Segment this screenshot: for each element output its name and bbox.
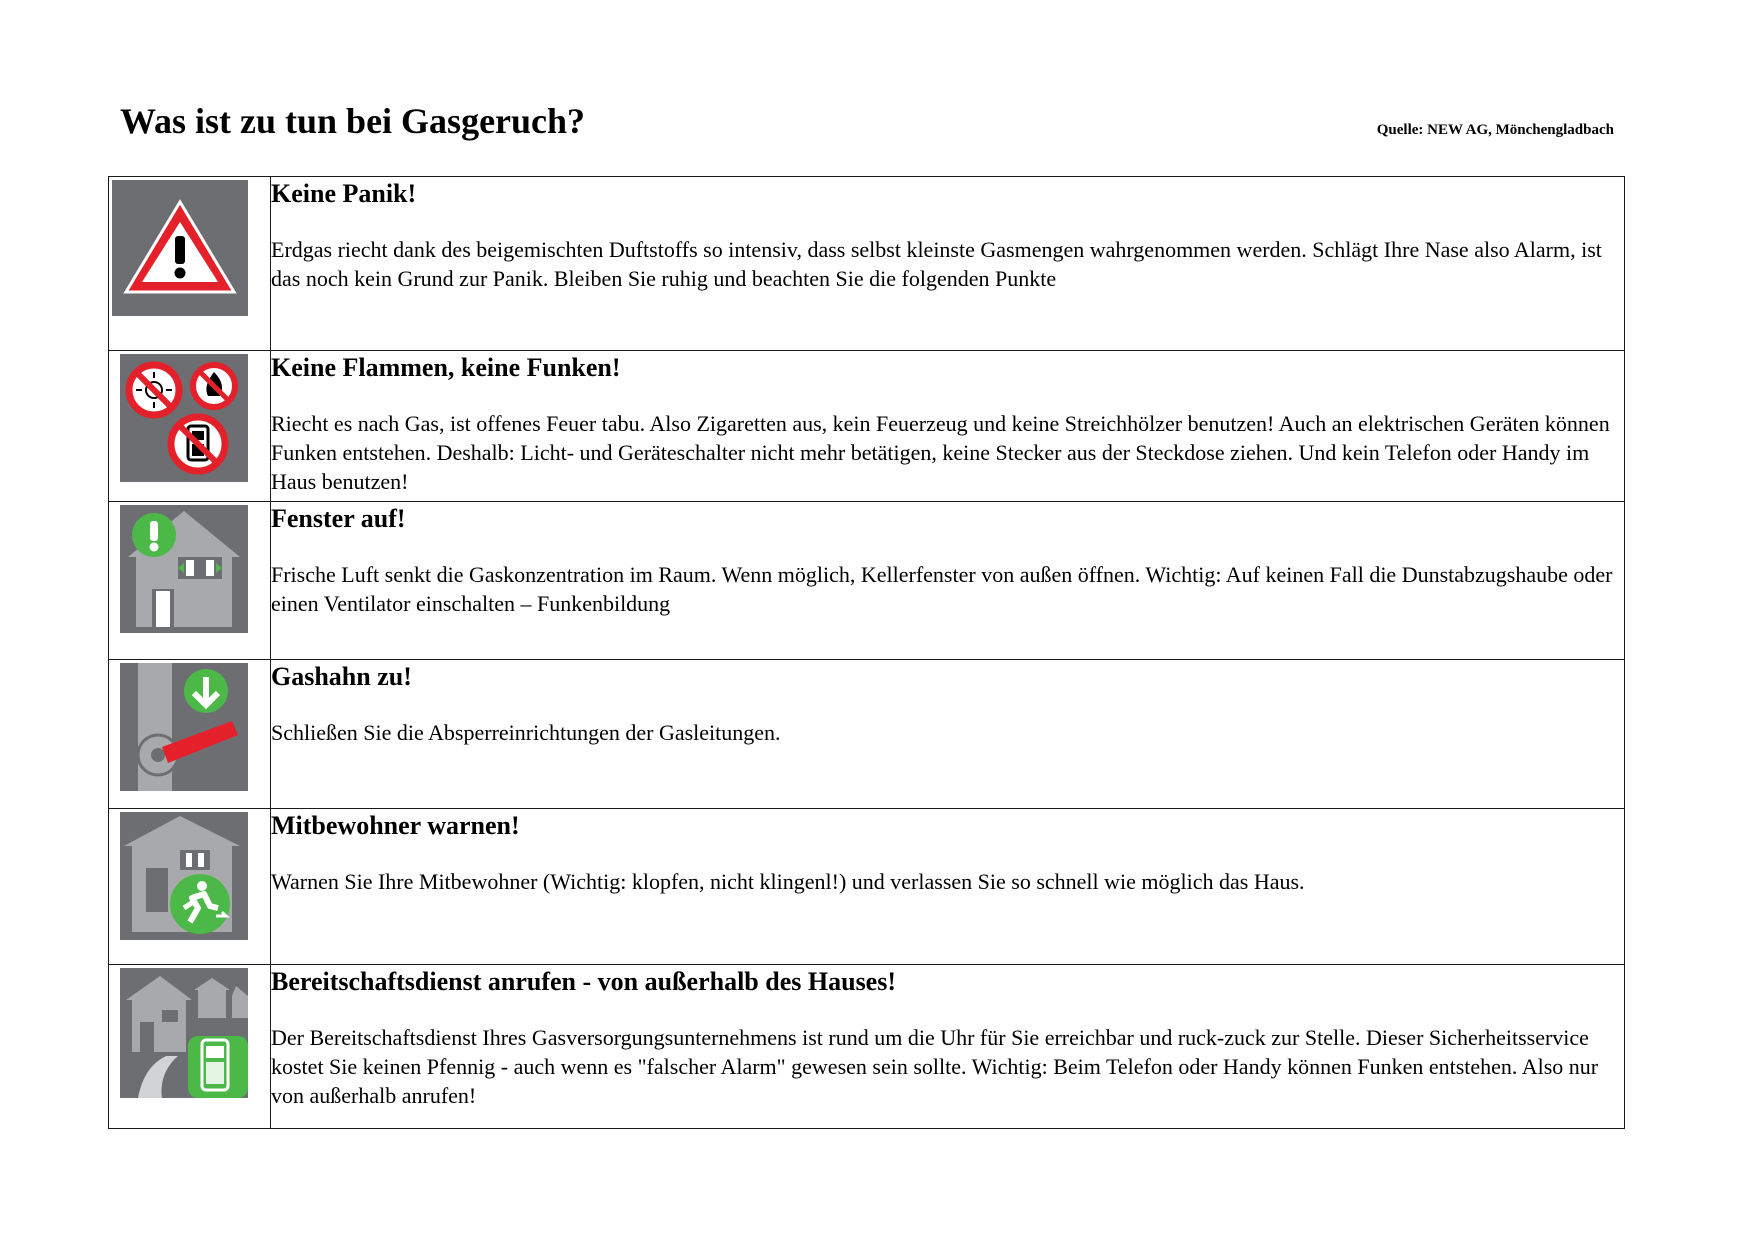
icon-cell xyxy=(109,965,271,1129)
step-body: Erdgas riecht dank des beigemischten Duftstoffs so intensiv, dass selbst kleinste Gasmengen wahrgenommen werden. Schlägt Ihre Nase also Alarm, ist das noch kein Grund zur Panik. Bleiben Sie ruhig und beachten Sie die folgenden Punkte xyxy=(271,236,1602,291)
icon-cell xyxy=(109,177,271,351)
icon-cell xyxy=(109,351,271,502)
step-row-gashahn-zu xyxy=(109,660,1625,809)
step-text-cell xyxy=(271,351,1625,502)
step-body: Schließen Sie die Absperreinrichtungen der Gasleitungen. xyxy=(271,719,781,745)
step-row-bereitschaftsdienst xyxy=(109,965,1625,1129)
step-row-keine-panik xyxy=(109,177,1625,351)
step-heading: Keine Flammen, keine Funken! xyxy=(271,353,621,382)
step-heading: Mitbewohner warnen! xyxy=(271,811,520,840)
icon-cell xyxy=(109,660,271,809)
call-outside-icon xyxy=(120,968,248,1098)
step-heading: Keine Panik! xyxy=(271,179,417,208)
step-text-cell xyxy=(271,177,1625,351)
no-flames-no-sparks-icon xyxy=(120,354,248,482)
step-heading: Bereitschaftsdienst anrufen - von außerhalb des Hauses! xyxy=(271,967,897,996)
step-body: Riecht es nach Gas, ist offenes Feuer tabu. Also Zigaretten aus, kein Feuerzeug und keine Streichhölzer benutzen! Auch an elektrischen Geräten können Funken entstehen. Deshalb: Licht- und Geräteschalter nicht mehr betätigen, keine Stecker aus der Steckdose ziehen. Und kein Telefon oder Handy im Haus benutzen! xyxy=(271,410,1610,494)
step-body: Warnen Sie Ihre Mitbewohner (Wichtig: klopfen, nicht klingenl!) und verlassen Sie so schnell wie möglich das Haus. xyxy=(271,868,1305,894)
step-text-cell xyxy=(271,502,1625,660)
step-row-mitbewohner-warnen xyxy=(109,809,1625,965)
icon-cell xyxy=(109,502,271,660)
step-text-cell xyxy=(271,660,1625,809)
open-window-icon xyxy=(120,505,248,633)
step-body: Frische Luft senkt die Gaskonzentration im Raum. Wenn möglich, Kellerfenster von außen öffnen. Wichtig: Auf keinen Fall die Dunstabzugshaube oder einen Ventilator einschalten – Funkenbildung xyxy=(271,561,1613,616)
step-heading: Fenster auf! xyxy=(271,504,406,533)
step-text-cell xyxy=(271,809,1625,965)
step-row-keine-flammen xyxy=(109,351,1625,502)
gas-valve-icon xyxy=(120,663,248,791)
instructions-table xyxy=(108,176,1625,1129)
source-note: Quelle: NEW AG, Mönchengladbach xyxy=(1376,122,1614,138)
step-row-fenster-auf xyxy=(109,502,1625,660)
page-title: Was ist zu tun bei Gasgeruch? xyxy=(120,101,586,141)
step-text-cell xyxy=(271,965,1625,1129)
icon-cell xyxy=(109,809,271,965)
step-heading: Gashahn zu! xyxy=(271,662,412,691)
warn-residents-icon xyxy=(120,812,248,940)
step-body: Der Bereitschaftsdienst Ihres Gasversorgungsunternehmens ist rund um die Uhr für Sie erreichbar und ruck-zuck zur Stelle. Dieser Sicherheitsservice kostet Sie keinen Pfennig - auch wenn es "falscher Alarm" gewesen sein sollte. Wichtig: Beim Telefon oder Handy können Funken entstehen. Also nur von außerhalb anrufen! xyxy=(271,1024,1599,1108)
warning-triangle-icon xyxy=(112,180,248,316)
